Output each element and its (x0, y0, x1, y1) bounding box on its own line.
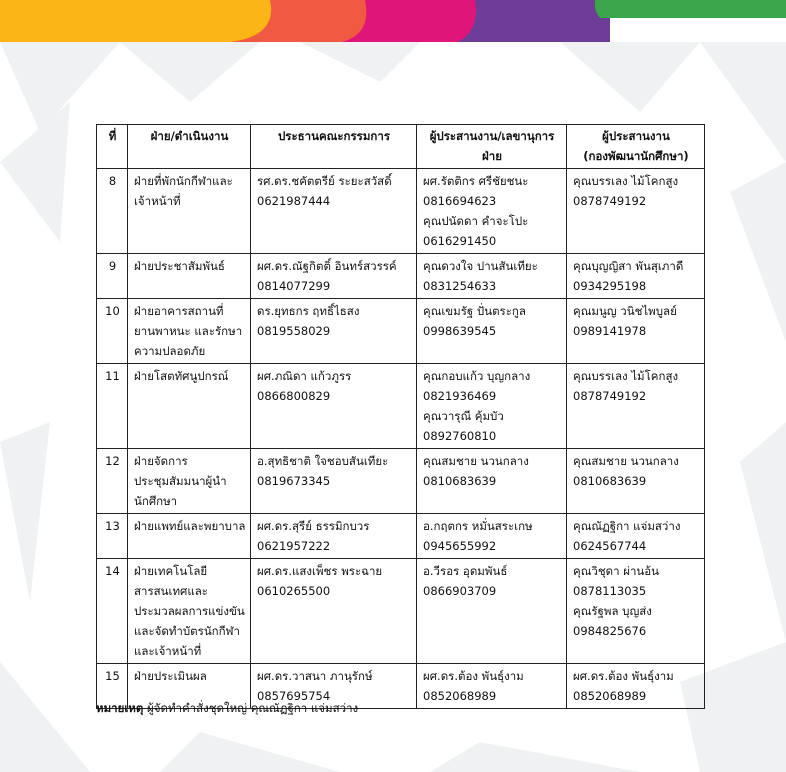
dept-cell-line: นักศึกษา (134, 494, 178, 508)
coordinator-cell (417, 254, 567, 299)
header-dept: ฝ่าย/ดำเนินงาน (128, 125, 251, 169)
footnote-text: ผู้จัดทำคำสั่งชุดใหญ่ คุณณัฏฐิกา แจ่มสว่าง (143, 701, 359, 715)
chair-cell-line: 0819673345 (257, 474, 331, 488)
dev-coordinator-cell (567, 559, 705, 664)
table-row (97, 449, 705, 514)
header-dev-line: (กองพัฒนานักศึกษา) (583, 149, 689, 163)
dept-cell-line: เจ้าหน้าที่ (134, 194, 181, 208)
coordinator-cell-line: อ.วีรอร อุดมพันธ์ (423, 564, 508, 578)
header-chair: ประธานคณะกรรมการ (251, 125, 417, 169)
dept-cell (128, 254, 251, 299)
chair-cell-line: 0814077299 (257, 279, 331, 293)
chair-cell (251, 364, 417, 449)
row-number: 14 (97, 559, 128, 664)
dev-coordinator-cell-line: 0852068989 (573, 689, 647, 703)
dev-coordinator-cell-line: คุณบรรเลง ไม้โคกสูง (573, 174, 679, 188)
dev-coordinator-cell-line: 0984825676 (573, 624, 647, 638)
coordinator-cell-line: 0945655992 (423, 539, 497, 553)
table-row (97, 254, 705, 299)
dev-coordinator-cell (567, 299, 705, 364)
dept-cell-line: และจัดทำบัตรนักกีฬา (134, 624, 240, 638)
dept-cell (128, 559, 251, 664)
coordinator-cell-line: 0852068989 (423, 689, 497, 703)
header-dev-line: ผู้ประสานงาน (602, 129, 670, 143)
coordinator-cell (417, 449, 567, 514)
coordinator-cell-line: 0816694623 (423, 194, 497, 208)
coordinator-cell-line: 0831254633 (423, 279, 497, 293)
header-coordinator-line: ผู้ประสานงาน/เลขานุการ (429, 129, 555, 143)
coordinator-cell-line: 0866903709 (423, 584, 497, 598)
coordinator-cell (417, 169, 567, 254)
dev-coordinator-cell-line: 0810683639 (573, 474, 647, 488)
dept-cell (128, 299, 251, 364)
header-coordinator (417, 125, 567, 169)
dev-coordinator-cell (567, 449, 705, 514)
chair-cell-line: รศ.ดร.ชคัตตรีย์ ระยะสวัสดิ์ (257, 174, 392, 188)
table-row (97, 169, 705, 254)
dept-cell (128, 514, 251, 559)
coordinator-cell-line: คุณปนัดดา คำจะโปะ (423, 214, 529, 228)
chair-cell-line: 0866800829 (257, 389, 331, 403)
dept-cell-line: ฝ่ายประเมินผล (134, 669, 207, 683)
dev-coordinator-cell-line: 0624567744 (573, 539, 647, 553)
coordinator-cell (417, 514, 567, 559)
chair-cell-line: ดร.ยุทธกร ฤทธิ์ไธสง (257, 304, 360, 318)
coordinator-cell-line: 0821936469 (423, 389, 497, 403)
dept-cell-line: ฝ่ายเทคโนโลยี (134, 564, 208, 578)
coordinator-cell-line: คุณสมชาย นวนกลาง (423, 454, 529, 468)
row-number: 11 (97, 364, 128, 449)
row-number: 12 (97, 449, 128, 514)
dev-coordinator-cell-line: ผศ.ดร.ต้อง พันธุ์งาม (573, 669, 674, 683)
table-row (97, 364, 705, 449)
chair-cell-line: ผศ.ภณิดา แก้วภูรร (257, 369, 352, 383)
coordinator-cell-line: คุณกอบแก้ว บุญกลาง (423, 369, 531, 383)
coordinator-cell-line: คุณดวงใจ ปานสันเทียะ (423, 259, 538, 273)
chair-cell-line: ผศ.ดร.สุรีย์ ธรรมิกบวร (257, 519, 370, 533)
header-no: ที่ (97, 125, 128, 169)
coordinator-cell (417, 299, 567, 364)
footnote (96, 700, 358, 716)
chair-cell-line: 0621957222 (257, 539, 331, 553)
chair-cell-line: 0857695754 (257, 689, 331, 703)
dev-coordinator-cell-line: คุณบรรเลง ไม้โคกสูง (573, 369, 679, 383)
chair-cell (251, 299, 417, 364)
header-dev-coordinator (567, 125, 705, 169)
footnote-label: หมายเหตุ (96, 701, 144, 715)
coordinator-cell (417, 559, 567, 664)
coordinator-cell-line: 0892760810 (423, 429, 497, 443)
dev-coordinator-cell (567, 169, 705, 254)
chair-cell-line: 0819558029 (257, 324, 331, 338)
chair-cell (251, 449, 417, 514)
dept-cell-line: ยานพาหนะ และรักษา (134, 324, 243, 338)
row-number: 9 (97, 254, 128, 299)
dev-coordinator-cell-line: 0934295198 (573, 279, 647, 293)
chair-cell-line: ผศ.ดร.ณัฐกิตติ์ อินทร์สวรรค์ (257, 259, 397, 273)
chair-cell-line: 0610265500 (257, 584, 331, 598)
dept-cell (128, 364, 251, 449)
header-coordinator-line: ฝ่าย (482, 149, 502, 163)
table-row (97, 299, 705, 364)
table-row (97, 514, 705, 559)
dev-coordinator-cell-line: คุณสมชาย นวนกลาง (573, 454, 679, 468)
chair-cell-line: ผศ.ดร.วาสนา ภานุรักษ์ (257, 669, 373, 683)
dept-cell-line: ฝ่ายโสตทัศนูปกรณ์ (134, 369, 229, 383)
dev-coordinator-cell-line: คุณรัฐพล บุญส่ง (573, 604, 652, 618)
coordinator-cell-line: 0810683639 (423, 474, 497, 488)
chair-cell (251, 514, 417, 559)
top-color-bar (0, 0, 786, 42)
coordinator-cell-line: คุณวารุณี คุ้มบัว (423, 409, 504, 423)
dept-cell-line: ฝ่ายที่พักนักกีฬาและ (134, 174, 233, 188)
row-number: 13 (97, 514, 128, 559)
dev-coordinator-cell-line: คุณวิชุดา ผ่านอ้น (573, 564, 660, 578)
dev-coordinator-cell-line: คุณบุญญิสา พันสุเภาดี (573, 259, 684, 273)
row-number: 10 (97, 299, 128, 364)
chair-cell (251, 559, 417, 664)
committee-table (96, 124, 705, 709)
dept-cell-line: ฝ่ายจัดการ (134, 454, 188, 468)
coordinator-cell-line: 0998639545 (423, 324, 497, 338)
coordinator-cell-line: อ.กฤตกร หมั่นสระเกษ (423, 519, 533, 533)
dev-coordinator-cell-line: คุณณัฏฐิกา แจ่มสว่าง (573, 519, 681, 533)
dev-coordinator-cell-line: 0878749192 (573, 194, 647, 208)
chair-cell (251, 254, 417, 299)
dev-coordinator-cell-line: 0878749192 (573, 389, 647, 403)
dev-coordinator-cell (567, 514, 705, 559)
dev-coordinator-cell-line: 0878113035 (573, 584, 647, 598)
dept-cell-line: ฝ่ายอาคารสถานที่ (134, 304, 224, 318)
dev-coordinator-cell-line: คุณมนูญ วนิชไพบูลย์ (573, 304, 677, 318)
coordinator-cell-line: ผศ.ดร.ต้อง พันธุ์งาม (423, 669, 524, 683)
coordinator-cell-line: ผศ.รัตติกร ศรีชัยชนะ (423, 174, 529, 188)
dept-cell-line: สารสนเทศและ (134, 584, 208, 598)
coordinator-cell-line: คุณเขมรัฐ ปั่นตระกูล (423, 304, 526, 318)
dept-cell (128, 169, 251, 254)
dept-cell-line: ความปลอดภัย (134, 344, 206, 358)
dev-coordinator-cell (567, 364, 705, 449)
table-header-row (97, 125, 705, 169)
dept-cell-line: ประชุมสัมมนาผู้นำ (134, 474, 227, 488)
chair-cell-line: อ.สุทธิชาติ ใจชอบสันเทียะ (257, 454, 389, 468)
row-number: 15 (97, 664, 128, 709)
chair-cell-line: 0621987444 (257, 194, 331, 208)
dev-coordinator-cell (567, 664, 705, 709)
dept-cell (128, 449, 251, 514)
coordinator-cell-line: 0616291450 (423, 234, 497, 248)
coordinator-cell (417, 364, 567, 449)
coordinator-cell (417, 664, 567, 709)
dept-cell-line: ฝ่ายแพทย์และพยาบาล (134, 519, 246, 533)
dev-coordinator-cell (567, 254, 705, 299)
dept-cell-line: ฝ่ายประชาสัมพันธ์ (134, 259, 225, 273)
dept-cell-line: และเจ้าหน้าที่ (134, 644, 202, 658)
row-number: 8 (97, 169, 128, 254)
table-row (97, 559, 705, 664)
chair-cell (251, 169, 417, 254)
chair-cell-line: ผศ.ดร.แสงเพ็ชร พระฉาย (257, 564, 383, 578)
dev-coordinator-cell-line: 0989141978 (573, 324, 647, 338)
dept-cell-line: ประมวลผลการแข่งขัน (134, 604, 245, 618)
